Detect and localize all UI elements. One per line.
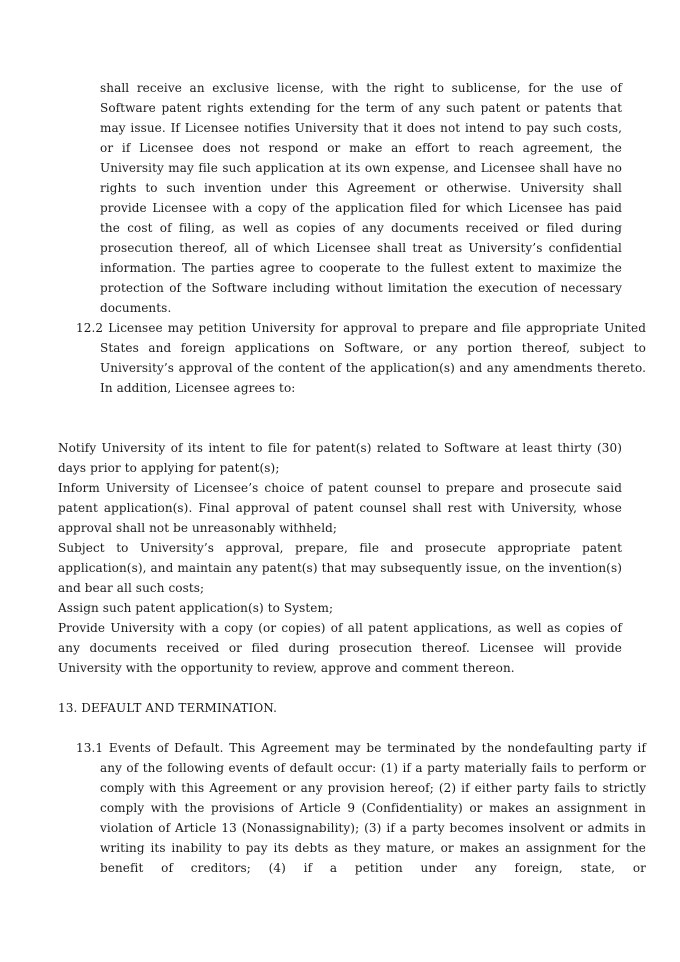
clause-13-1 <box>76 738 646 878</box>
obligations-list <box>58 438 622 678</box>
list-item: Subject to University’s approval, prepare, file and prosecute appropriate patent application(s), and maintain any patent(s) that may subsequently issue, on the invention(s) and bear all such costs; <box>58 541 622 595</box>
list-item: Inform University of Licensee’s choice of patent counsel to prepare and prosecute said patent application(s). Final approval of patent counsel shall rest with University, whose approval shall not be unreasonably withheld; <box>58 481 622 535</box>
clause-body: Licensee may petition University for approval to prepare and file appropriate United States and foreign applications on Software, or any portion thereof, subject to University’s approval of the content of the application(s) and any amendments thereto. In addition, Licensee agrees to: <box>100 321 646 395</box>
clause-text <box>76 738 646 878</box>
clause-text <box>76 318 646 398</box>
list-item: Assign such patent application(s) to System; <box>58 601 334 615</box>
paragraph-text: shall receive an exclusive license, with the right to sublicense, for the use of Software patent rights extending for the term of any such patent or patents that may issue. If Licensee notifies University that it does not intend to pay such costs, or if Licensee does not respond or make an effort to reach agreement, the University may file such application at its own expense, and Licensee shall have no rights to such invention under this Agreement or otherwise. University shall provide Licensee with a copy of the application filed for which Licensee has paid the cost of filing, as well as copies of any documents received or filed during prosecution thereof, all of which Licensee shall treat as University’s confidential information. The parties agree to cooperate to the fullest extent to maximize the protection of the Software including without limitation the execution of necessary documents. <box>100 81 622 315</box>
list-item: Notify University of its intent to file for patent(s) related to Software at least thirty (30) days prior to applying for patent(s); <box>58 441 622 475</box>
section-heading: 13. DEFAULT AND TERMINATION. <box>58 701 278 715</box>
clause-12-2 <box>76 318 646 398</box>
list-item: Provide University with a copy (or copies) of all patent applications, as well as copies of any documents received or filed during prosecution thereof. Licensee will provide University with the opportunity to review, approve and comment thereon. <box>58 621 622 675</box>
continuation-paragraph <box>100 78 622 318</box>
clause-number: 12.2 <box>76 321 104 335</box>
clause-number: 13.1 <box>76 741 104 755</box>
clause-body: Events of Default. This Agreement may be terminated by the nondefaulting party if any of the following events of default occur: (1) if a party materially fails to perform or comply with this Agreement or any provision hereof; (2) if either party fails to strictly comply with the provisions of Article 9 (Confidentiality) or makes an assignment in violation of Article 13 (Nonassignability); (3) if a party becomes insolvent or admits in writing its inability to pay its debts as they mature, or makes an assignment for the benefit of creditors; (4) if a petition under any foreign, state, or <box>100 741 646 875</box>
